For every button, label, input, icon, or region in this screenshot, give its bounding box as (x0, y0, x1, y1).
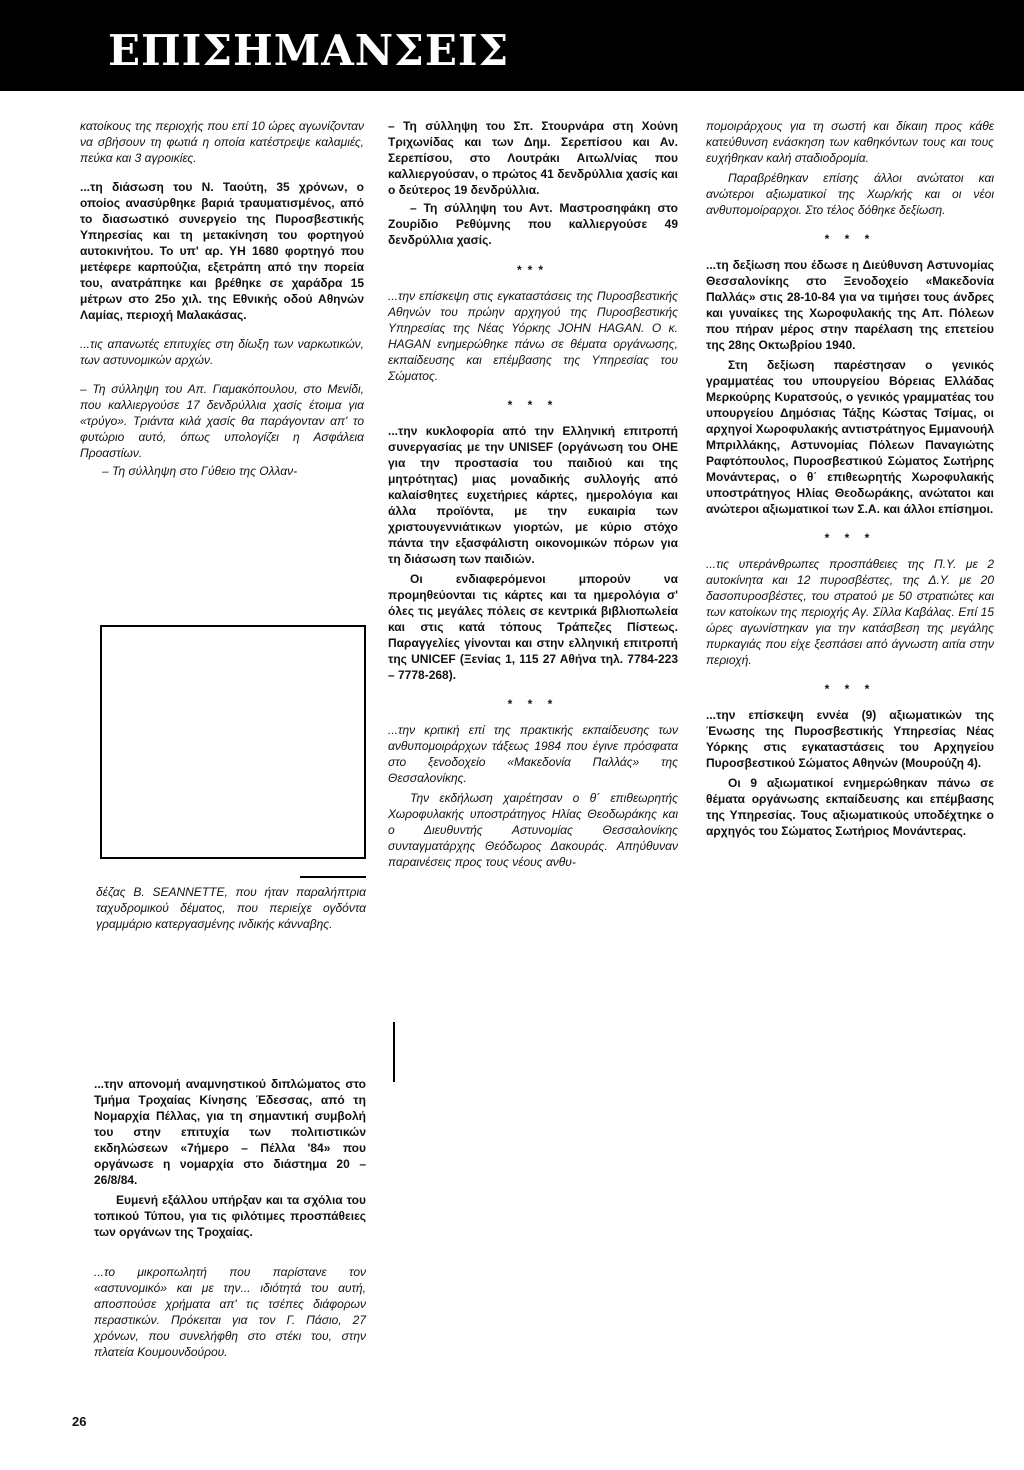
col2-paragraph-2: – Τη σύλληψη του Αντ. Μαστροσηφάκη στο Ζουρίδιο Ρεθύμνης που καλλιεργούσε 49 δενδρύλλια χασίς. (388, 201, 678, 247)
col2-paragraph-6: ...την κριτική επί της πρακτικής εκπαίδευσης των ανθυπομοιράρχων τάξεως 1984 που έγινε πρόσφατα στο ξενοδοχείο «Μακεδονία Παλλάς» της Θεσσαλονίκης. (388, 723, 678, 785)
lower-left-block (94, 1076, 366, 1373)
photo-placeholder (100, 625, 366, 859)
col1-paragraph-5: – Τη σύλληψη στο Γύθειο της Ολλαν- (102, 464, 298, 478)
column-2 (388, 118, 678, 883)
col2-stars-1: *** (516, 263, 549, 277)
col3-paragraph-1: πομοιράρχους για τη σωστή και δίκαιη προς κάθε κατεύθυνση ενάσκηση των καθηκόντων τους και τους ευχήθηκαν καλή σταδιοδρομία. (706, 119, 994, 165)
col3-paragraph-5: ...τις υπεράνθρωπες προσπάθειες της Π.Υ. με 2 αυτοκίνητα και 12 πυροσβέστες, της Δ.Υ. με 20 δασοπυροσβέστες, του στρατού με 50 στρατιώτες και των κατοίκων της περιοχής Αγ. Σίλλα Καβάλας. Επί 15 ώρες αγωνίστηκαν για την κατάσβεση της μεγάλης πυρκαγιάς που είχε ξεσπάσει από άγνωστη αιτία στην περιοχή. (706, 557, 994, 667)
col3-stars-2: * * * (824, 531, 876, 545)
col3-stars-1: * * * (824, 232, 876, 246)
lower-paragraph-1: ...την απονομή αναμνηστικού διπλώματος στο Τμήμα Τροχαίας Κίνησης Έδεσσας, από τη Νομαρχία Πέλλας, για τη σημαντική συμβολή του στην επιτυχία των πολιτιστικών εκδηλώσεων «7ήμερο – Πέλλα '84» που οργάνωσε η νομαρχία στο διάστημα 20 – 26/8/84. (94, 1077, 366, 1187)
column-3 (706, 118, 994, 852)
col3-paragraph-3: ...τη δεξίωση που έδωσε η Διεύθυνση Αστυνομίας Θεσσαλονίκης στο Ξενοδοχείο «Μακεδονία Παλλάς» στις 28-10-84 για να τιμήσει τους άνδρες και γυναίκες της Χωροφυλακής της Απ. Πόλεων που πήραν μέρος στην παρέλαση της επετείου της 28ης Οκτωβρίου 1940. (706, 258, 994, 352)
photo-caption (96, 884, 366, 945)
header-band (0, 0, 1024, 88)
page-number: 26 (72, 1414, 87, 1429)
section-title: ΕΠΙΣΗΜΑΝΣΕΙΣ (108, 26, 510, 75)
photo-underline (300, 876, 366, 878)
col2-stars-2: * * * (507, 398, 559, 412)
col3-stars-3: * * * (824, 682, 876, 696)
col2-paragraph-5: Οι ενδιαφερόμενοι μπορούν να προμηθεύονται τις κάρτες και τα ημερολόγια σ' όλες τις μεγάλες πόλεις σε κεντρικά βιβλιοπωλεία και στις κατά τόπους Τράπεζες Πίστεως. Παραγγελίες γίνονται και στην ελληνική επιτροπή της UNICEF (Ξενίας 1, 115 27 Αθήνα τηλ. 7784-223 – 7778-268). (388, 572, 678, 682)
lower-paragraph-2: Ευμενή εξάλλου υπήρξαν και τα σχόλια του τοπικού Τύπου, για τις φιλότιμες προσπάθειες των οργάνων της Τροχαίας. (94, 1193, 366, 1239)
header-rule (0, 88, 1024, 91)
col1-paragraph-3: ...τις απανωτές επιτυχίες στη δίωξη των ναρκωτικών, των αστυνομικών αρχών. (80, 337, 364, 367)
col1-paragraph-2: ...τη διάσωση του Ν. Ταούτη, 35 χρόνων, ο οποίος ανασύρθηκε βαριά τραυματισμένος, από το διασωστικό συνεργείο της Πυροσβεστικής Υπηρεσίας και τη μετακίνηση του φορτηγού αυτοκινήτου. Το υπ' αρ. ΥΗ 1680 φορτηγό που μετέφερε καρπούζια, εξετράπη από την πορεία του, ανατράπηκε και βρέθηκε σε χαράδρα 15 μέτρων στο 25ο χιλ. της Εθνικής οδού Αθηνών Λαμίας, περιοχή Μαλακάσας. (80, 180, 364, 322)
col1-paragraph-4: – Τη σύλληψη του Απ. Γιαμακόπουλου, στο Μενίδι, που καλλιεργούσε 17 δενδρύλλια χασίς έτοιμα για «τρύγο». Τριάντα κιλά χασίς θα παράγονταν απ' το φυτώριο αυτό, όπως υπολογίζει η Ασφάλεια Προαστίων. (80, 382, 364, 460)
col2-paragraph-3: ...την επίσκεψη στις εγκαταστάσεις της Πυροσβεστικής Αθηνών του πρώην αρχηγού της Πυροσβεστικής Υπηρεσίας της Νέας Υόρκης JOHN HAGAN. Ο κ. HAGAN ενημερώθηκε πάνω σε θέματα οργάνωσης, εκπαίδευσης και επέμβασης της Υπηρεσίας του Σώματος. (388, 289, 678, 383)
col2-stars-3: * * * (507, 697, 559, 711)
column-divider-line (393, 1022, 395, 1082)
col1-paragraph-1: κατοίκους της περιοχής που επί 10 ώρες αγωνίζονταν να σβήσουν τη φωτιά η οποία κατέστρεψε καλαμιές, πεύκα και 3 αγροικίες. (80, 119, 364, 165)
col2-paragraph-7: Την εκδήλωση χαιρέτησαν ο θ΄ επιθεωρητής Χωροφυλακής υποστράτηγος Ηλίας Θεοδωράκης και ο Διευθυντής Αστυνομίας Θεσσαλονίκης συνταγματάρχης Θεόδωρος Δακουράς. Απηύθυναν παραινέσεις προς τους νέους ανθυ- (388, 791, 678, 869)
col3-paragraph-6: ...την επίσκεψη εννέα (9) αξιωματικών της Ένωσης της Πυροσβεστικής Υπηρεσίας Νέας Υόρκης στις εγκαταστάσεις του Αρχηγείου Πυροσβεστικού Σώματος Αθηνών (Μουρούζη 4). (706, 708, 994, 770)
lower-paragraph-3: ...το μικροπωλητή που παρίστανε τον «αστυνομικό» και με την... ιδιότητά του αυτή, αποσπούσε χρήματα απ' τις τσέπες διάφορων περαστικών. Πρόκειται για τον Γ. Πάσιο, 27 χρόνων, που συνελήφθη στο στέκι του, στην πλατεία Κουμουνδούρου. (94, 1265, 366, 1359)
col2-paragraph-4: ...την κυκλοφορία από την Ελληνική επιτροπή συνεργασίας με την UNISEF (οργάνωση του ΟΗΕ για την προστασία του παιδιού και της μητρότητας) μιας μοναδικής συλλογής από καλαίσθητες ευχετήριες κάρτες, ημερολόγια και άλλα προϊόντα, με την ευκαιρία των χριστουγεννιάτικων γιορτών, με κύριο στόχο πάντα την εξασφάλιστη οικονομικών πόρων για τη διάσωση των παιδιών. (388, 424, 678, 566)
column-1 (80, 118, 364, 492)
col3-paragraph-2: Παραβρέθηκαν επίσης άλλοι ανώτατοι και ανώτεροι αξιωματικοί της Χωρ/κής και οι νέοι ανθυπομοίραρχοι. Στο τέλος δόθηκε δεξίωση. (706, 171, 994, 217)
caption-text: δέζας Β. SEANNETTE, που ήταν παραλήπτρια ταχυδρομικού δέματος, που περιείχε ογδόντα γραμμάριο κατεργασμένης ινδικής κάνναβης. (96, 885, 366, 931)
col3-paragraph-4: Στη δεξίωση παρέστησαν ο γενικός γραμματέας του υπουργείου Βόρειας Ελλάδας Μερκούρης Κυρατσούς, ο γενικός γραμματέας του υπουργείου Δημόσιας Τάξης Κώστας Τσίμας, οι αρχηγοί Χωροφυλακής αντιστράτηγος Εμμανουήλ Μπριλλάκης, Αστυνομίας Πόλεων Παναγιώτης Ραφτόπουλος, Πυροσβεστικού Σώματος Σωτήρης Μονάντερας, ο θ΄ επιθεωρητής Χωροφυλακής υποστράτηγος Ηλίας Θεοδωράκης, ανώτατοι και ανώτεροι αξιωματικοί των Σ.Α. και άλλοι επίσημοι. (706, 358, 994, 516)
col2-paragraph-1: – Τη σύλληψη του Σπ. Στουρνάρα στη Χούνη Τριχωνίδας και των Δημ. Σερεπίσου και Αν. Σερεπίσου, στο Λουτράκι Αιτωλ/νίας που καλλιεργούσαν, ο πρώτος 41 δενδρύλλια χασίς και ο δεύτερος 19 δενδρύλλια. (388, 119, 678, 197)
col3-paragraph-7: Οι 9 αξιωματικοί ενημερώθηκαν πάνω σε θέματα οργάνωσης εκπαίδευσης και επέμβασης της Υπηρεσίας. Τους αξιωματικούς υποδέχτηκε ο αρχηγός του Σώματος Σωτήριος Μονάντερας. (706, 776, 994, 838)
